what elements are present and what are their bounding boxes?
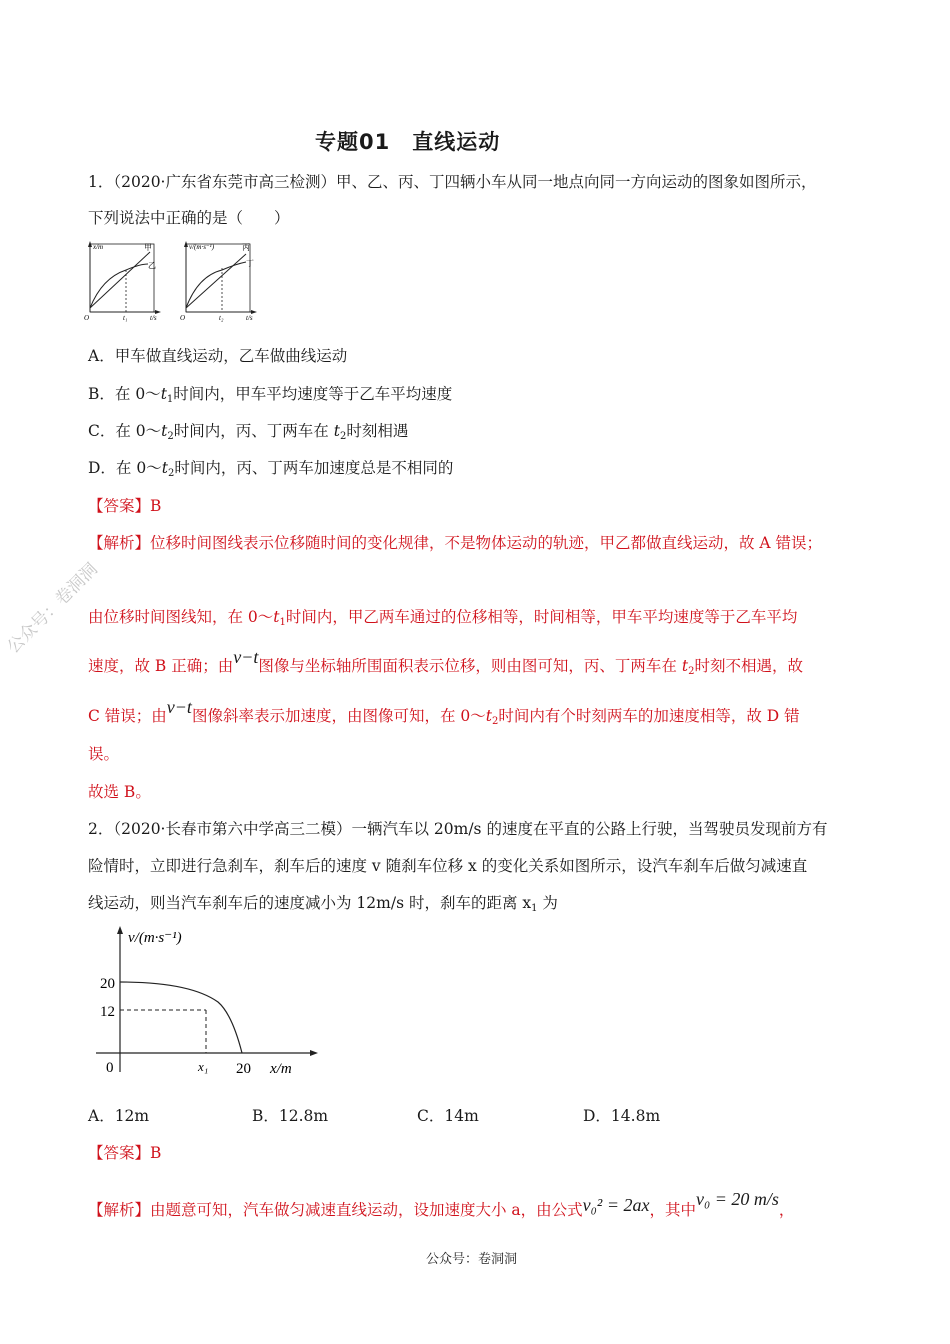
- q1-graphs: [82, 238, 272, 322]
- graph2-curve-bing: [186, 262, 246, 308]
- watermark: 公众号：卷洞洞: [3, 559, 102, 658]
- q1-option-d: D．在 $0\sim t_2$时间内，丙、丁两车加速度总是不相同的: [88, 459, 454, 479]
- q2-xtick-20: 20: [236, 1061, 251, 1077]
- graph1-line-jia: [90, 252, 150, 308]
- graph2-xlabel: t/s: [246, 314, 253, 322]
- q1-conclusion: 故选 B。: [88, 783, 151, 801]
- q1-answer: 【答案】B: [88, 497, 162, 515]
- q2-curve: [120, 982, 242, 1053]
- q1-graph2: [180, 241, 257, 322]
- q2-xlabel: x/m: [270, 1061, 292, 1077]
- q2-origin: 0: [106, 1060, 114, 1076]
- q2-option-b: B．12.8m: [252, 1107, 329, 1125]
- q2-answer: 【答案】B: [88, 1144, 162, 1162]
- formula-v0: v₀ = 20 m/s: [695, 1189, 779, 1209]
- graph2-frame: [186, 244, 250, 312]
- graph1-curve-yi: [90, 264, 148, 308]
- q2-y-arrow: [117, 926, 123, 934]
- graph2-origin: O: [180, 314, 186, 322]
- graph2-ylabel: v/(m·s⁻¹): [189, 243, 215, 251]
- q1-option-c: C．在 $0\sim t_2$时间内，丙、丁两车在 $t_2$时刻相遇: [88, 422, 409, 442]
- graph1-xlabel: t/s: [150, 314, 157, 322]
- page-title: 专题01 直线运动: [315, 130, 501, 154]
- q1-graph1: [84, 241, 161, 322]
- q1-stem-line1: 1．（2020·广东省东莞市高三检测）甲、乙、丙、丁四辆小车从同一地点向同一方向运动的图象如图所示，: [88, 173, 817, 191]
- q2-stem-line1: 2．（2020·长春市第六中学高三二模）一辆汽车以 20m/s 的速度在平直的公路上行驶，当驾驶员发现前方有: [88, 820, 828, 838]
- q2-graph: [90, 922, 330, 1084]
- q2-option-c: C．14m: [417, 1107, 479, 1125]
- page-footer: 公众号：卷洞洞: [426, 1252, 518, 1267]
- q1-option-b: B．在 $0\sim t_1$时间内，甲车平均速度等于乙车平均速度: [88, 385, 453, 405]
- q2-option-d: D．14.8m: [583, 1107, 661, 1125]
- q2-explanation: 【解析】由题意可知，汽车做匀减速直线运动，设加速度大小 a，由公式v₀² = 2ax，其中v₀ = 20 m/s，: [88, 1189, 795, 1219]
- graph1-label-jia: 甲: [144, 243, 152, 252]
- math-vt: v−t: [166, 697, 192, 717]
- q1-expl-line1: 【解析】位移时间图线表示位移随时间的变化规律，不是物体运动的轨迹，甲乙都做直线运动，故 A 错误；: [88, 534, 823, 552]
- q2-stem-line3: 线运动，则当汽车刹车后的速度减小为 12m/s 时，刹车的距离 $x_1$ 为: [88, 894, 558, 914]
- graph1-tick: t₁: [123, 314, 128, 322]
- graph1-origin: O: [84, 314, 90, 322]
- graph2-line-ding: [186, 254, 246, 308]
- graph1-ylabel: x/m: [93, 243, 104, 251]
- q2-stem-line2: 险情时，立即进行急刹车，刹车后的速度 v 随刹车位移 x 的变化关系如图所示，设汽车刹车后做匀减速直: [88, 857, 808, 875]
- formula-v0-squared: v₀² = 2ax: [582, 1195, 650, 1215]
- q2-ytick-20: 20: [100, 976, 115, 992]
- graph2-label-ding: 丁: [246, 259, 254, 268]
- q2-option-a: A．12m: [88, 1107, 150, 1125]
- q2-ylabel: v/(m·s⁻¹): [128, 930, 182, 946]
- q1-expl-line4: C 错误；由v−t图像斜率表示加速度，由图像可知，在 $0\sim t_2$时间内有个时刻两车的加速度相等，故 D 错: [88, 697, 800, 727]
- q2-xtick-x1: x₁: [198, 1059, 209, 1074]
- q2-ytick-12: 12: [100, 1004, 115, 1020]
- q1-expl-line5: 误。: [88, 745, 120, 763]
- graph1-label-yi: 乙: [148, 261, 156, 270]
- graph2-label-bing: 丙: [242, 243, 250, 252]
- q1-option-a: A．甲车做直线运动，乙车做曲线运动: [88, 347, 348, 365]
- graph2-tick: t₂: [219, 314, 224, 322]
- math-vt: v−t: [233, 647, 259, 667]
- q2-x-arrow: [310, 1050, 318, 1056]
- q1-expl-line2: 由位移时间图线知，在 $0\sim t_1$时间内，甲乙两车通过的位移相等，时间相等，甲车平均速度等于乙车平均: [88, 608, 798, 628]
- q1-stem-line2: 下列说法中正确的是（ ）: [88, 209, 290, 227]
- q1-expl-line3: 速度，故 B 正确；由v−t图像与坐标轴所围面积表示位移，则由图可知，丙、丁两车在 $t_2$时刻不相遇，故: [88, 647, 803, 677]
